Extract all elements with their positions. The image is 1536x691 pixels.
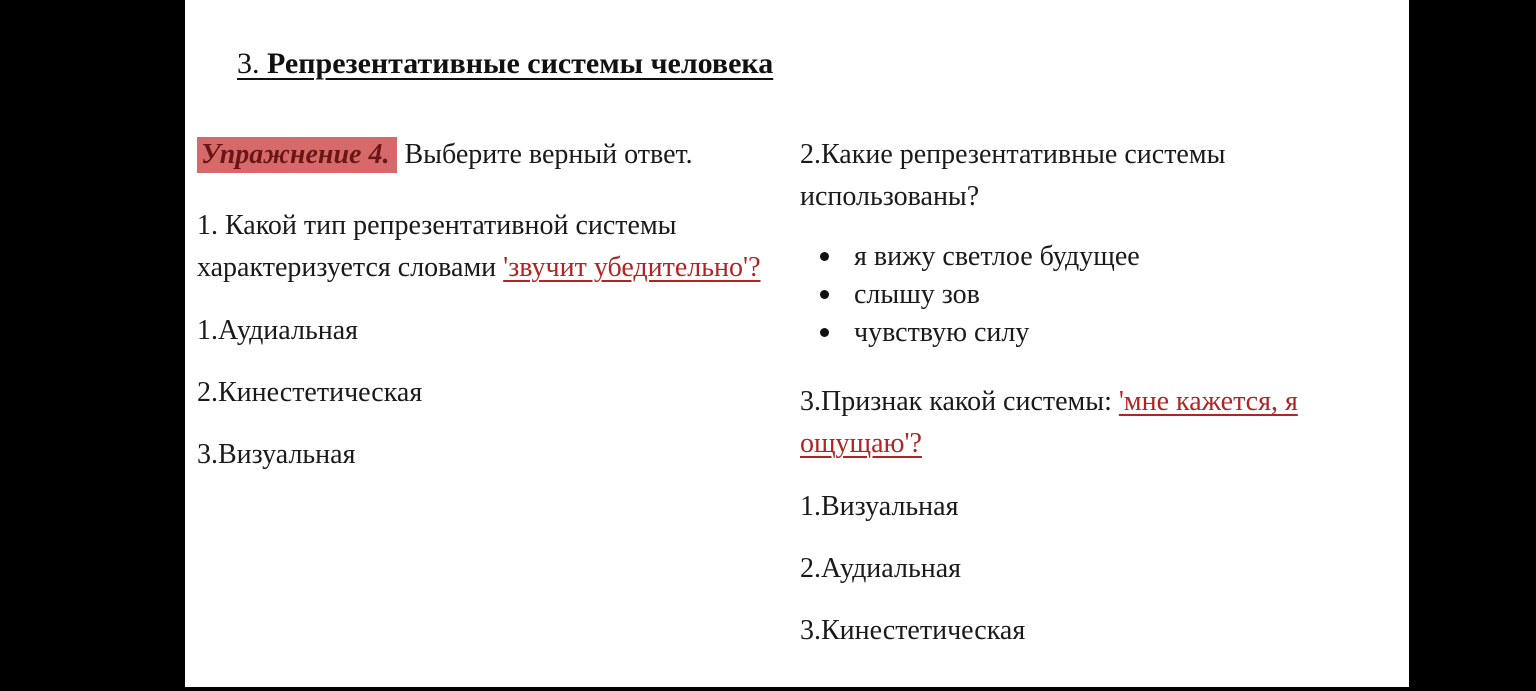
question-1-red-underlined-phrase: 'звучит убедительно'? — [503, 252, 761, 283]
right-column — [800, 134, 1378, 651]
bullet-icon — [820, 252, 829, 261]
title-number: 3. — [237, 47, 260, 80]
question-2: 2.Какие репрезентативные системы использованы? — [800, 139, 1226, 212]
answer-option: 1.Визуальная — [800, 491, 959, 522]
question-1-text: 1. Какой тип репрезентативной системы характеризуется словами — [197, 210, 677, 283]
question-1 — [197, 205, 762, 289]
bullet-icon — [820, 328, 829, 337]
answer-option: 3.Кинестетическая — [800, 615, 1026, 646]
answer-option: 2.Кинестетическая — [197, 377, 423, 408]
question-3-answers — [800, 486, 1378, 651]
two-column-layout — [185, 134, 1409, 651]
page-title — [237, 46, 1409, 82]
document-page — [185, 0, 1409, 687]
bullet-item-text: я вижу светлое будущее — [854, 241, 1140, 272]
exercise-instruction: Выберите верный ответ. — [404, 139, 693, 170]
answer-option: 2.Аудиальная — [800, 553, 961, 584]
bullet-item — [800, 276, 1378, 314]
bullet-item-text: слышу зов — [854, 279, 980, 310]
question-3-red-underlined-phrase: 'мне кажется, я ощущаю'? — [800, 386, 1298, 459]
question-1-answers — [197, 310, 762, 475]
question-3-text: 3.Признак какой системы: — [800, 386, 1119, 417]
exercise-heading — [197, 134, 762, 176]
bullet-item — [800, 238, 1378, 276]
title-text: Репрезентативные системы человека — [267, 47, 774, 80]
answer-option: 1.Аудиальная — [197, 315, 358, 346]
bullet-item — [800, 314, 1378, 352]
bullet-item-text: чувствую силу — [854, 317, 1030, 348]
question-3 — [800, 381, 1378, 465]
left-column — [197, 134, 762, 651]
answer-option: 3.Визуальная — [197, 439, 356, 470]
question-2-bullet-list — [800, 238, 1378, 352]
bullet-icon — [820, 290, 829, 299]
exercise-label-highlighted: Упражнение 4. — [197, 137, 397, 173]
